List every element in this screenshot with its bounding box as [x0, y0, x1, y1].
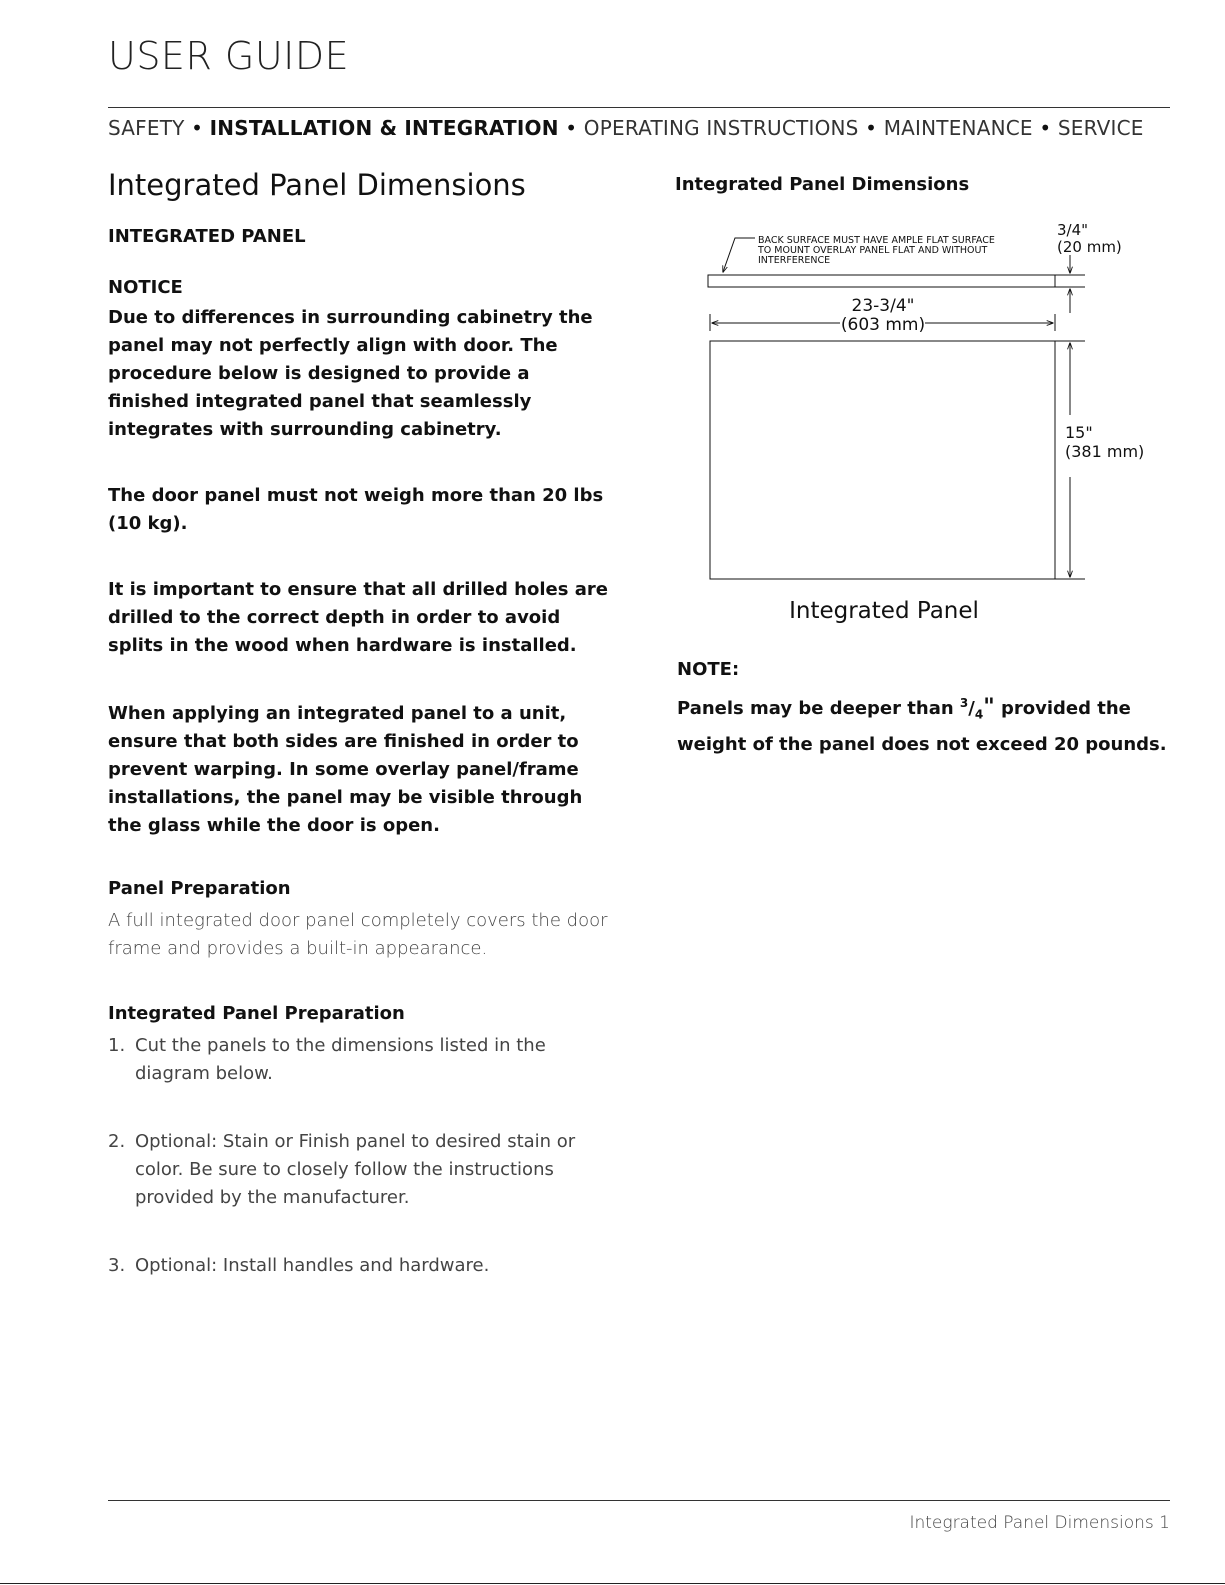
integrated-panel-preparation-heading: Integrated Panel Preparation	[108, 1003, 405, 1024]
step-number: 2.	[108, 1131, 126, 1152]
document-title: USER GUIDE	[108, 34, 350, 78]
header-rule	[108, 107, 1170, 108]
notice-paragraph: It is important to ensure that all drilled holes are drilled to the correct depth in order to avoid splits in the wood when hardware is installed.	[108, 579, 608, 656]
callout-text	[757, 235, 998, 266]
notice-paragraph: When applying an integrated panel to a unit, ensure that both sides are finished in order to prevent warping. In some overlay panel/frame installations, the panel may be visible through the glass while the door is open.	[108, 703, 583, 836]
depth-mm-label: (20 mm)	[1057, 238, 1122, 256]
inch-mark: "	[983, 695, 995, 720]
fraction-denominator: 4	[974, 707, 984, 722]
notice-paragraph: The door panel must not weigh more than 20 lbs (10 kg).	[108, 485, 604, 534]
list-item	[108, 1032, 608, 1088]
section-nav	[108, 116, 1144, 140]
note-text-end: provided the weight of the panel does not exceed 20 pounds.	[677, 698, 1167, 755]
note-text	[677, 688, 1177, 760]
step-text: Optional: Stain or Finish panel to desired stain or color. Be sure to closely follow the instructions provided by the manufacturer.	[135, 1131, 576, 1208]
step-number: 1.	[108, 1035, 126, 1056]
panel-preparation-text: A full integrated door panel completely covers the door frame and provides a built-in appearance.	[108, 910, 608, 959]
callout-leader	[723, 238, 755, 272]
list-item	[108, 1128, 608, 1212]
height-inches-label: 15"	[1065, 423, 1093, 442]
nav-service: SERVICE	[1057, 116, 1144, 140]
height-mm-label: (381 mm)	[1065, 442, 1145, 461]
width-inches-label: 23-3/4"	[851, 296, 915, 316]
nav-separator: •	[865, 116, 878, 140]
page-bottom-edge	[0, 1583, 1225, 1584]
nav-safety: SAFETY	[108, 116, 185, 140]
nav-separator: •	[191, 116, 204, 140]
nav-operating: OPERATING INSTRUCTIONS	[583, 116, 859, 140]
panel-dimension-diagram	[675, 215, 1155, 595]
integrated-panel-subheading: INTEGRATED PANEL	[108, 226, 306, 247]
preparation-steps	[108, 1032, 608, 1280]
nav-maintenance: MAINTENANCE	[883, 116, 1033, 140]
footer-page-label: Integrated Panel Dimensions 1	[909, 1513, 1170, 1533]
step-number: 3.	[108, 1255, 126, 1276]
panel-edge-view	[708, 275, 1055, 287]
fraction-slash: /	[968, 698, 975, 719]
diagram-caption: Integrated Panel	[789, 598, 979, 624]
list-item	[108, 1252, 608, 1280]
callout-line: BACK SURFACE MUST HAVE AMPLE FLAT SURFACE	[758, 235, 995, 246]
nav-installation-current: INSTALLATION & INTEGRATION	[209, 116, 559, 140]
left-column	[108, 168, 608, 1280]
notice-paragraph: Due to differences in surrounding cabinetry the panel may not perfectly align with door. The procedure below is designed to provide a finished integrated panel that seamlessly integrates with surrounding cabinetry.	[108, 307, 593, 440]
depth-inches-label: 3/4"	[1057, 221, 1089, 239]
page-heading: Integrated Panel Dimensions	[108, 168, 526, 202]
note-label: NOTE:	[677, 659, 740, 680]
note-text-start: Panels may be deeper than	[677, 698, 960, 719]
notice-label: NOTICE	[108, 277, 183, 298]
step-text: Cut the panels to the dimensions listed in the diagram below.	[135, 1035, 546, 1084]
nav-separator: •	[565, 116, 578, 140]
panel-preparation-heading: Panel Preparation	[108, 878, 291, 899]
callout-line: TO MOUNT OVERLAY PANEL FLAT AND WITHOUT	[758, 245, 988, 256]
footer-rule	[108, 1500, 1170, 1501]
fraction-numerator: 3	[959, 696, 969, 710]
panel-face-view	[710, 341, 1055, 579]
callout-line: INTERFERENCE	[758, 255, 831, 266]
diagram-title: Integrated Panel Dimensions	[675, 174, 970, 195]
width-mm-label: (603 mm)	[840, 315, 926, 335]
step-text: Optional: Install handles and hardware.	[135, 1255, 490, 1276]
nav-separator: •	[1039, 116, 1052, 140]
